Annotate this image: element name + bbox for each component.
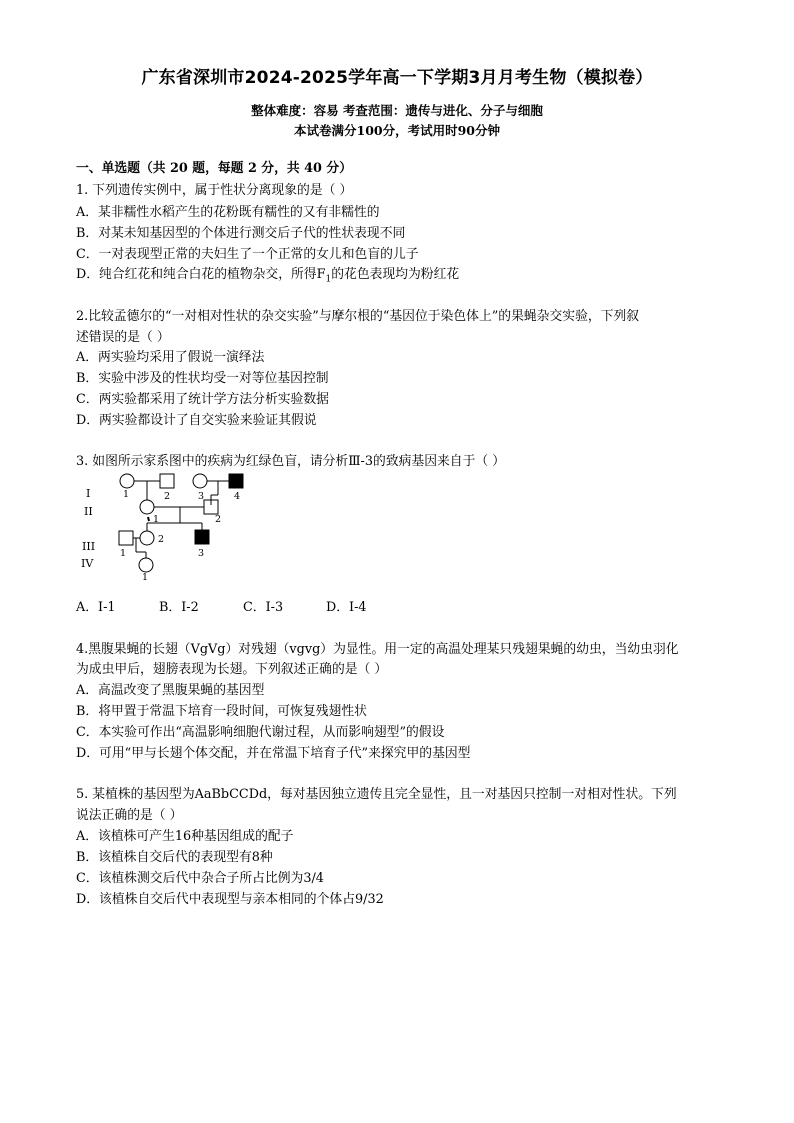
i2-male <box>160 474 174 488</box>
i1-number: 1 <box>123 489 130 500</box>
q4-option-d: D．可用“甲与长翅个体交配，并在常温下培育子代”来探究甲的基因型 <box>76 746 471 761</box>
i1-female <box>120 474 134 488</box>
q2-option-a: A．两实验均采用了假说一演绎法 <box>76 350 265 365</box>
q4-option-b: B．将甲置于常温下培育一段时间，可恢复残翅性状 <box>76 704 367 719</box>
q1-option-c: C．一对表现型正常的夫妇生了一个正常的女儿和色盲的儿子 <box>76 247 419 262</box>
pedigree-diagram <box>76 472 276 587</box>
i3-female <box>193 474 207 488</box>
iii1-male <box>119 531 133 545</box>
iii2-number: 2 <box>158 534 165 545</box>
q1-option-d-subscript: 1 <box>325 274 332 285</box>
q5-option-a: A．该植株可产生16种基因组成的配子 <box>76 829 294 844</box>
exam-title: 广东省深圳市2024-2025学年高一下学期3月月考生物（模拟卷） <box>141 68 653 88</box>
q3-option-a: A．Ⅰ-1 <box>76 600 116 615</box>
q5-option-d: D．该植株自交后代中表现型与亲本相同的个体占9/32 <box>76 892 384 907</box>
gen-label-iii: III <box>82 540 96 553</box>
exam-score-time: 本试卷满分100分，考试用时90分钟 <box>294 123 500 138</box>
q5-stem-line2: 说法正确的是（ ） <box>76 808 183 823</box>
q1-stem: 1. 下列遗传实例中，属于性状分离现象的是（ ） <box>76 183 353 198</box>
iii2-female <box>140 531 154 545</box>
iv1-female <box>139 558 153 572</box>
ii1-number: 1 <box>153 514 160 525</box>
q4-stem-line2: 为成虫甲后，翅膀表现为长翅。下列叙述正确的是（ ） <box>76 662 388 677</box>
q5-option-b: B．该植株自交后代的表现型有8种 <box>76 850 273 865</box>
i4-affected-male <box>229 474 243 488</box>
i2-number: 2 <box>164 491 171 502</box>
gen-label-i: I <box>86 487 91 500</box>
q4-option-a: A．高温改变了黑腹果蝇的基因型 <box>76 683 265 698</box>
q5-option-c: C．该植株测交后代中杂合子所占比例为3/4 <box>76 871 324 886</box>
section-heading: 一、单选题（共 20 题，每题 2 分，共 40 分） <box>76 161 353 176</box>
gen-label-iv: IV <box>81 557 94 570</box>
iv1-number: 1 <box>142 572 149 583</box>
q4-option-c: C．本实验可作出“高温影响细胞代谢过程，从而影响翅型”的假设 <box>76 725 445 740</box>
q2-option-c: C．两实验都采用了统计学方法分析实验数据 <box>76 392 329 407</box>
iii3-affected-male <box>195 530 209 544</box>
q3-option-c: C．Ⅰ-3 <box>243 600 284 615</box>
ii2-number: 2 <box>215 514 222 525</box>
q3-option-d: D．Ⅰ-4 <box>326 600 367 615</box>
q1-option-d <box>76 266 459 289</box>
q2-option-b: B．实验中涉及的性状均受一对等位基因控制 <box>76 371 329 386</box>
i3-number: 3 <box>198 491 205 502</box>
q2-stem-line1: 2.比较孟德尔的“一对相对性状的杂交实验”与摩尔根的“基因位于染色体上”的果蝇杂交实验，下列叙 <box>76 309 640 324</box>
q1-option-d-text: D．纯合红花和纯合白花的植物杂交，所得F <box>76 267 326 282</box>
iii3-number: 3 <box>198 548 205 559</box>
proband-mark <box>148 517 149 521</box>
iii1-number: 1 <box>120 548 127 559</box>
q2-option-d: D．两实验都设计了自交实验来验证其假说 <box>76 413 317 428</box>
q1-option-d-tail: 的花色表现均为粉红花 <box>331 267 460 282</box>
q3-option-b: B．Ⅰ-2 <box>159 600 199 615</box>
q5-stem-line1: 5. 某植株的基因型为AaBbCCDd，每对基因独立遗传且完全显性，且一对基因只控制一对相对性状。下列 <box>76 787 677 802</box>
q2-stem-line2: 述错误的是（ ） <box>76 330 170 345</box>
exam-difficulty: 整体难度：容易 考查范围：遗传与进化、分子与细胞 <box>251 103 543 118</box>
q1-option-a: A．某非糯性水稻产生的花粉既有糯性的又有非糯性的 <box>76 205 380 220</box>
gen-label-ii: II <box>84 505 93 518</box>
q1-option-b: B．对某未知基因型的个体进行测交后子代的性状表现不同 <box>76 226 406 241</box>
ii1-female <box>140 500 154 514</box>
i4-number: 4 <box>234 491 241 502</box>
q3-stem: 3. 如图所示家系图中的疾病为红绿色盲，请分析Ⅲ-3的致病基因来自于（ ） <box>76 454 506 469</box>
q4-stem-line1: 4.黑腹果蝇的长翅（VgVg）对残翅（vgvg）为显性。用一定的高温处理某只残翅果蝇的幼虫，当幼虫羽化 <box>76 642 679 657</box>
